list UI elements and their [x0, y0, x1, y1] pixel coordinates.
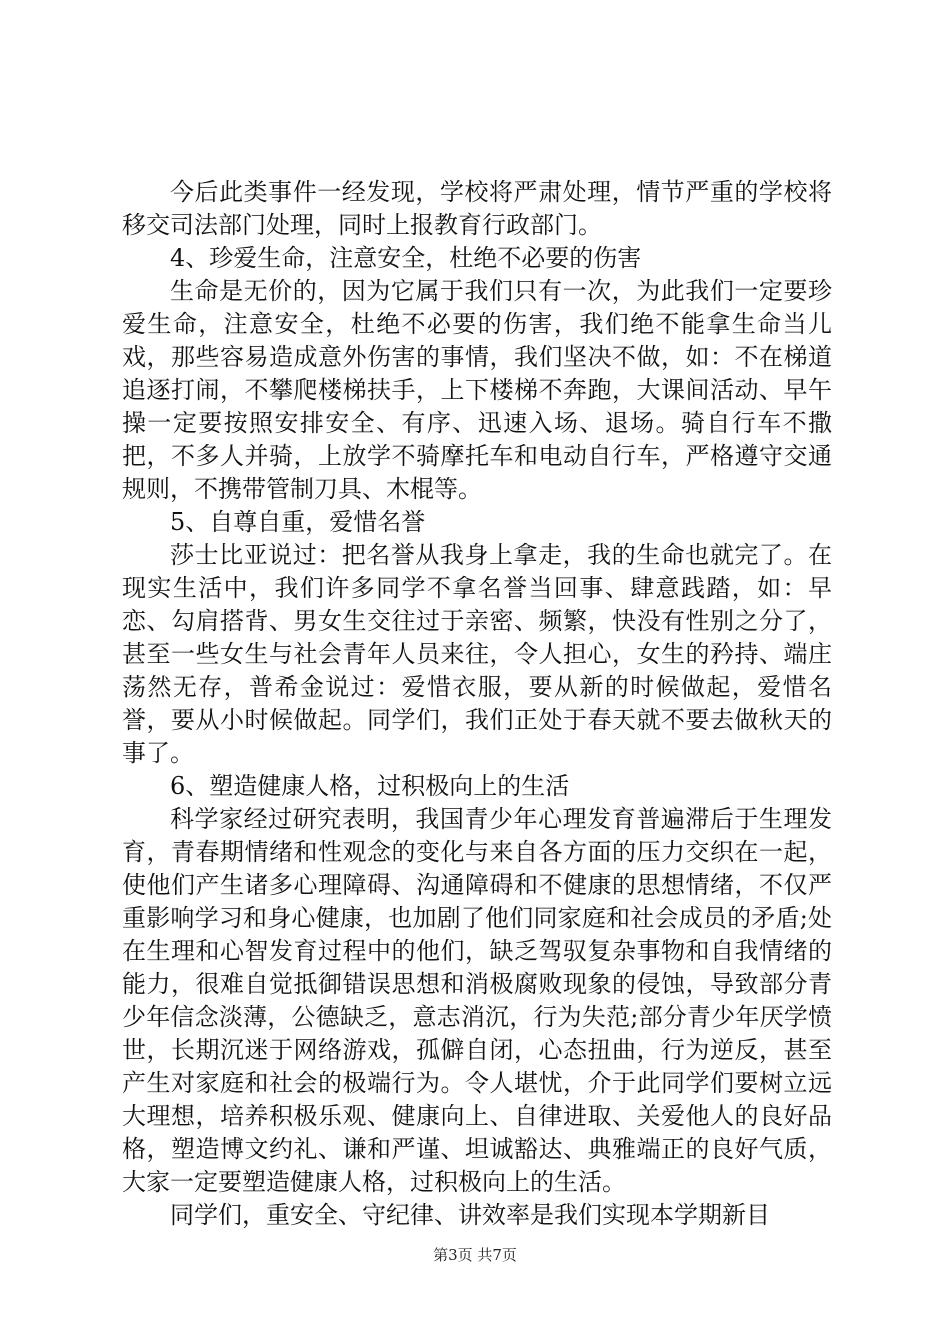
paragraph: 科学家经过研究表明，我国青少年心理发育普遍滞后于生理发育，青春期情绪和性观念的变化与来自各方面的压力交织在一起，使他们产生诸多心理障碍、沟通障碍和不健康的思想情绪，不仅严重影响学习和身心健康，也加剧了他们同家庭和社会成员的矛盾;处在生理和心智发育过程中的他们，缺乏驾驭复杂事物和自我情绪的能力，很难自觉抵御错误思想和消极腐败现象的侵蚀，导致部分青少年信念淡薄，公德缺乏，意志消沉，行为失范;部分青少年厌学愤世，长期沉迷于网络游戏，孤僻自闭，心态扭曲，行为逆反，甚至产生对家庭和社会的极端行为。令人堪忧，介于此同学们要树立远大理想，培养积极乐观、健康向上、自律进取、关爱他人的良好品格，塑造博文约礼、谦和严谨、坦诚豁达、典雅端正的良好气质，大家一定要塑造健康人格，过积极向上的生活。 [122, 805, 832, 1196]
paragraph: 今后此类事件一经发现，学校将严肃处理，情节严重的学校将移交司法部门处理，同时上报教育行政部门。 [122, 178, 832, 239]
paragraph: 莎士比亚说过：把名誉从我身上拿走，我的生命也就完了。在现实生活中，我们许多同学不拿名誉当回事、肆意践踏，如：早恋、勾肩搭背、男女生交往过于亲密、频繁，快没有性别之分了，甚至一些女生与社会青年人员来往，令人担心，女生的矜持、端庄荡然无存，普希金说过：爱惜衣服，要从新的时候做起，爱惜名誉，要从小时候做起。同学们，我们正处于春天就不要去做秋天的事了。 [122, 541, 832, 767]
section-heading: 5、自尊自重，爱惜名誉 [170, 508, 426, 536]
section-heading: 4、珍爱生命，注意安全，杜绝不必要的伤害 [170, 244, 642, 272]
document-body [122, 176, 832, 1232]
paragraph: 生命是无价的，因为它属于我们只有一次，为此我们一定要珍爱生命，注意安全，杜绝不必要的伤害，我们绝不能拿生命当儿戏，那些容易造成意外伤害的事情，我们坚决不做，如：不在梯道追逐打闹，不攀爬楼梯扶手，上下楼梯不奔跑，大课间活动、早午操一定要按照安排安全、有序、迅速入场、退场。骑自行车不撒把，不多人并骑，上放学不骑摩托车和电动自行车，严格遵守交通规则，不携带管制刀具、木棍等。 [122, 277, 832, 503]
section-heading: 6、塑造健康人格，过积极向上的生活 [170, 772, 570, 800]
paragraph: 同学们，重安全、守纪律、讲效率是我们实现本学期新目 [170, 1201, 770, 1229]
page-number-footer: 第3页 共7页 [433, 1246, 517, 1264]
